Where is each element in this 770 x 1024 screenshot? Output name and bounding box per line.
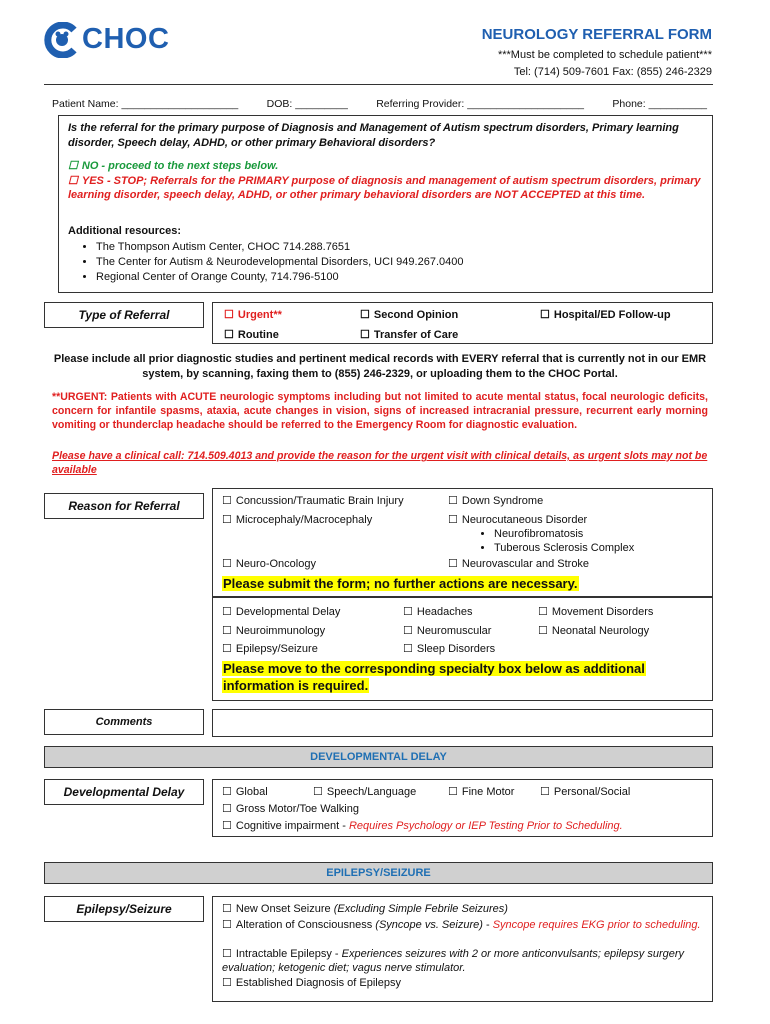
speech-language-checkbox[interactable]: ☐ Speech/Language	[313, 785, 416, 799]
neurocutaneous-checkbox[interactable]: ☐ Neurocutaneous Disorder	[448, 513, 587, 527]
fine-motor-checkbox[interactable]: ☐ Fine Motor	[448, 785, 514, 799]
form-title: NEUROLOGY REFERRAL FORM	[481, 26, 712, 43]
gross-motor-checkbox[interactable]: ☐ Gross Motor/Toe Walking	[222, 802, 359, 816]
epilepsy-seizure-section-bar: EPILEPSY/SEIZURE	[44, 862, 713, 884]
new-onset-seizure-checkbox[interactable]: ☐ New Onset Seizure	[222, 903, 334, 915]
sleep-disorders-checkbox[interactable]: ☐ Sleep Disorders	[403, 642, 495, 656]
type-of-referral-label: Type of Referral	[44, 302, 204, 328]
alteration-row	[222, 918, 702, 932]
submit-form-note: Please submit the form; no further actions are necessary.	[223, 576, 578, 591]
referring-provider-field[interactable]: Referring Provider: ____________________	[376, 98, 585, 110]
neurofibromatosis-item: • Neurofibromatosis	[494, 527, 634, 541]
intractable-details: Experiences seizures with 2 or more anticonvulsants; epilepsy surgery evaluation; ketogenic diet; vagus nerve stimulator.	[222, 948, 685, 974]
clinical-call-notice: Please have a clinical call: 714.509.4013 and provide the reason for the urgent visit with clinical details, as urgent slots may not be available	[52, 450, 708, 476]
neurovascular-checkbox[interactable]: ☐ Neurovascular and Stroke	[448, 557, 589, 571]
comments-field[interactable]	[212, 709, 713, 737]
global-checkbox[interactable]: ☐ Global	[222, 785, 268, 799]
phone-field[interactable]: Phone: __________	[612, 98, 707, 110]
transfer-of-care-checkbox[interactable]: ☐ Transfer of Care	[360, 328, 458, 341]
movement-disorders-checkbox[interactable]: ☐ Movement Disorders	[538, 605, 653, 619]
resource-uci: • The Center for Autism & Neurodevelopmental Disorders, UCI 949.267.0400	[96, 255, 463, 270]
routine-checkbox[interactable]: ☐ Routine	[224, 328, 279, 341]
autism-question: Is the referral for the primary purpose of Diagnosis and Management of Autism spectrum disorders, Primary learning disorder, Speech delay, ADHD, or other primary Behavioral disorders?	[68, 122, 679, 149]
records-notice: Please include all prior diagnostic studies and pertinent medical records with EVERY referral that is currently not in our EMR system, by scanning, faxing them to (855) 246-2329, or uploading them to the CHOC Portal.	[53, 353, 707, 380]
new-onset-exclusion: (Excluding Simple Febrile Seizures)	[333, 903, 508, 915]
no-option-checkbox[interactable]: ☐ NO - proceed to the next steps below.	[68, 159, 278, 172]
established-diagnosis-checkbox[interactable]: ☐ Established Diagnosis of Epilepsy	[222, 976, 401, 990]
developmental-delay-checkbox[interactable]: ☐ Developmental Delay	[222, 605, 340, 619]
neuro-oncology-checkbox[interactable]: ☐ Neuro-Oncology	[222, 557, 316, 571]
yes-option-checkbox[interactable]: ☐ YES - STOP; Referrals for the PRIMARY purpose of diagnosis and management of autism spectrum disorders, primary learning disorder, speech delay, ADHD, or other primary behavioral disorders are NOT ACCEPTED at this time.	[68, 174, 708, 202]
urgent-checkbox[interactable]: ☐ Urgent**	[224, 308, 282, 321]
intractable-row	[222, 947, 702, 975]
developmental-delay-label: Developmental Delay	[44, 779, 204, 805]
alteration-consciousness-checkbox[interactable]: ☐ Alteration of Consciousness	[222, 919, 375, 931]
choc-logo	[44, 22, 176, 58]
neuromuscular-checkbox[interactable]: ☐ Neuromuscular	[403, 624, 491, 638]
hospital-followup-checkbox[interactable]: ☐ Hospital/ED Follow-up	[540, 308, 671, 321]
patient-name-field[interactable]: Patient Name: ____________________	[52, 98, 239, 110]
personal-social-checkbox[interactable]: ☐ Personal/Social	[540, 785, 630, 799]
alteration-dash: -	[482, 919, 493, 931]
down-syndrome-checkbox[interactable]: ☐ Down Syndrome	[448, 494, 543, 508]
concussion-checkbox[interactable]: ☐ Concussion/Traumatic Brain Injury	[222, 494, 404, 508]
tuberous-sclerosis-item: • Tuberous Sclerosis Complex	[494, 541, 634, 555]
developmental-delay-section-bar: DEVELOPMENTAL DELAY	[44, 746, 713, 768]
resource-thompson: • The Thompson Autism Center, CHOC 714.288.7651	[96, 240, 463, 255]
urgent-notice: **URGENT: Patients with ACUTE neurologic symptoms including but not limited to acute mental status, focal neurologic deficits, concern for infantile spasms, ataxia, acute changes in vision, signs of increased intracranial pressure, recurrent early morning vomiting or thunderclap headache should be referred to the Emergency Room for diagnostic evaluation.	[52, 391, 708, 431]
second-opinion-checkbox[interactable]: ☐ Second Opinion	[360, 308, 458, 321]
reason-for-referral-label: Reason for Referral	[44, 493, 204, 519]
patient-info-line	[52, 97, 707, 111]
new-onset-row	[222, 902, 508, 916]
resources-title: Additional resources:	[68, 225, 182, 237]
resource-regional: • Regional Center of Orange County, 714.796-5100	[96, 270, 463, 285]
microcephaly-checkbox[interactable]: ☐ Microcephaly/Macrocephaly	[222, 513, 372, 527]
cognitive-impairment-checkbox[interactable]: ☐ Cognitive impairment -	[222, 820, 349, 832]
choc-logo-icon	[44, 22, 80, 58]
move-to-specialty-note	[222, 660, 692, 694]
must-complete-note: ***Must be completed to schedule patient***	[497, 49, 712, 61]
cognitive-requirement-note: Requires Psychology or IEP Testing Prior to Scheduling.	[348, 820, 623, 832]
neonatal-neurology-checkbox[interactable]: ☐ Neonatal Neurology	[538, 624, 649, 638]
patient-line-border	[44, 84, 713, 85]
comments-label: Comments	[44, 709, 204, 735]
headaches-checkbox[interactable]: ☐ Headaches	[403, 605, 473, 619]
neuroimmunology-checkbox[interactable]: ☐ Neuroimmunology	[222, 624, 325, 638]
epilepsy-seizure-label: Epilepsy/Seizure	[44, 896, 204, 922]
move-to-specialty-text: Please move to the corresponding specialty box below as additional information is required.	[223, 661, 645, 693]
cognitive-impairment-row	[222, 819, 623, 833]
syncope-requirement: Syncope requires EKG prior to scheduling.	[492, 919, 701, 931]
dob-field[interactable]: DOB: _________	[266, 98, 348, 110]
intractable-epilepsy-checkbox[interactable]: ☐ Intractable Epilepsy -	[222, 948, 342, 960]
alteration-note: (Syncope vs. Seizure)	[375, 919, 483, 931]
tel-fax: Tel: (714) 509-7601 Fax: (855) 246-2329	[513, 66, 712, 78]
epilepsy-seizure-checkbox[interactable]: ☐ Epilepsy/Seizure	[222, 642, 318, 656]
resources-list	[68, 240, 463, 285]
logo-text: CHOC	[82, 23, 170, 55]
neurocutaneous-sublist	[448, 527, 634, 555]
